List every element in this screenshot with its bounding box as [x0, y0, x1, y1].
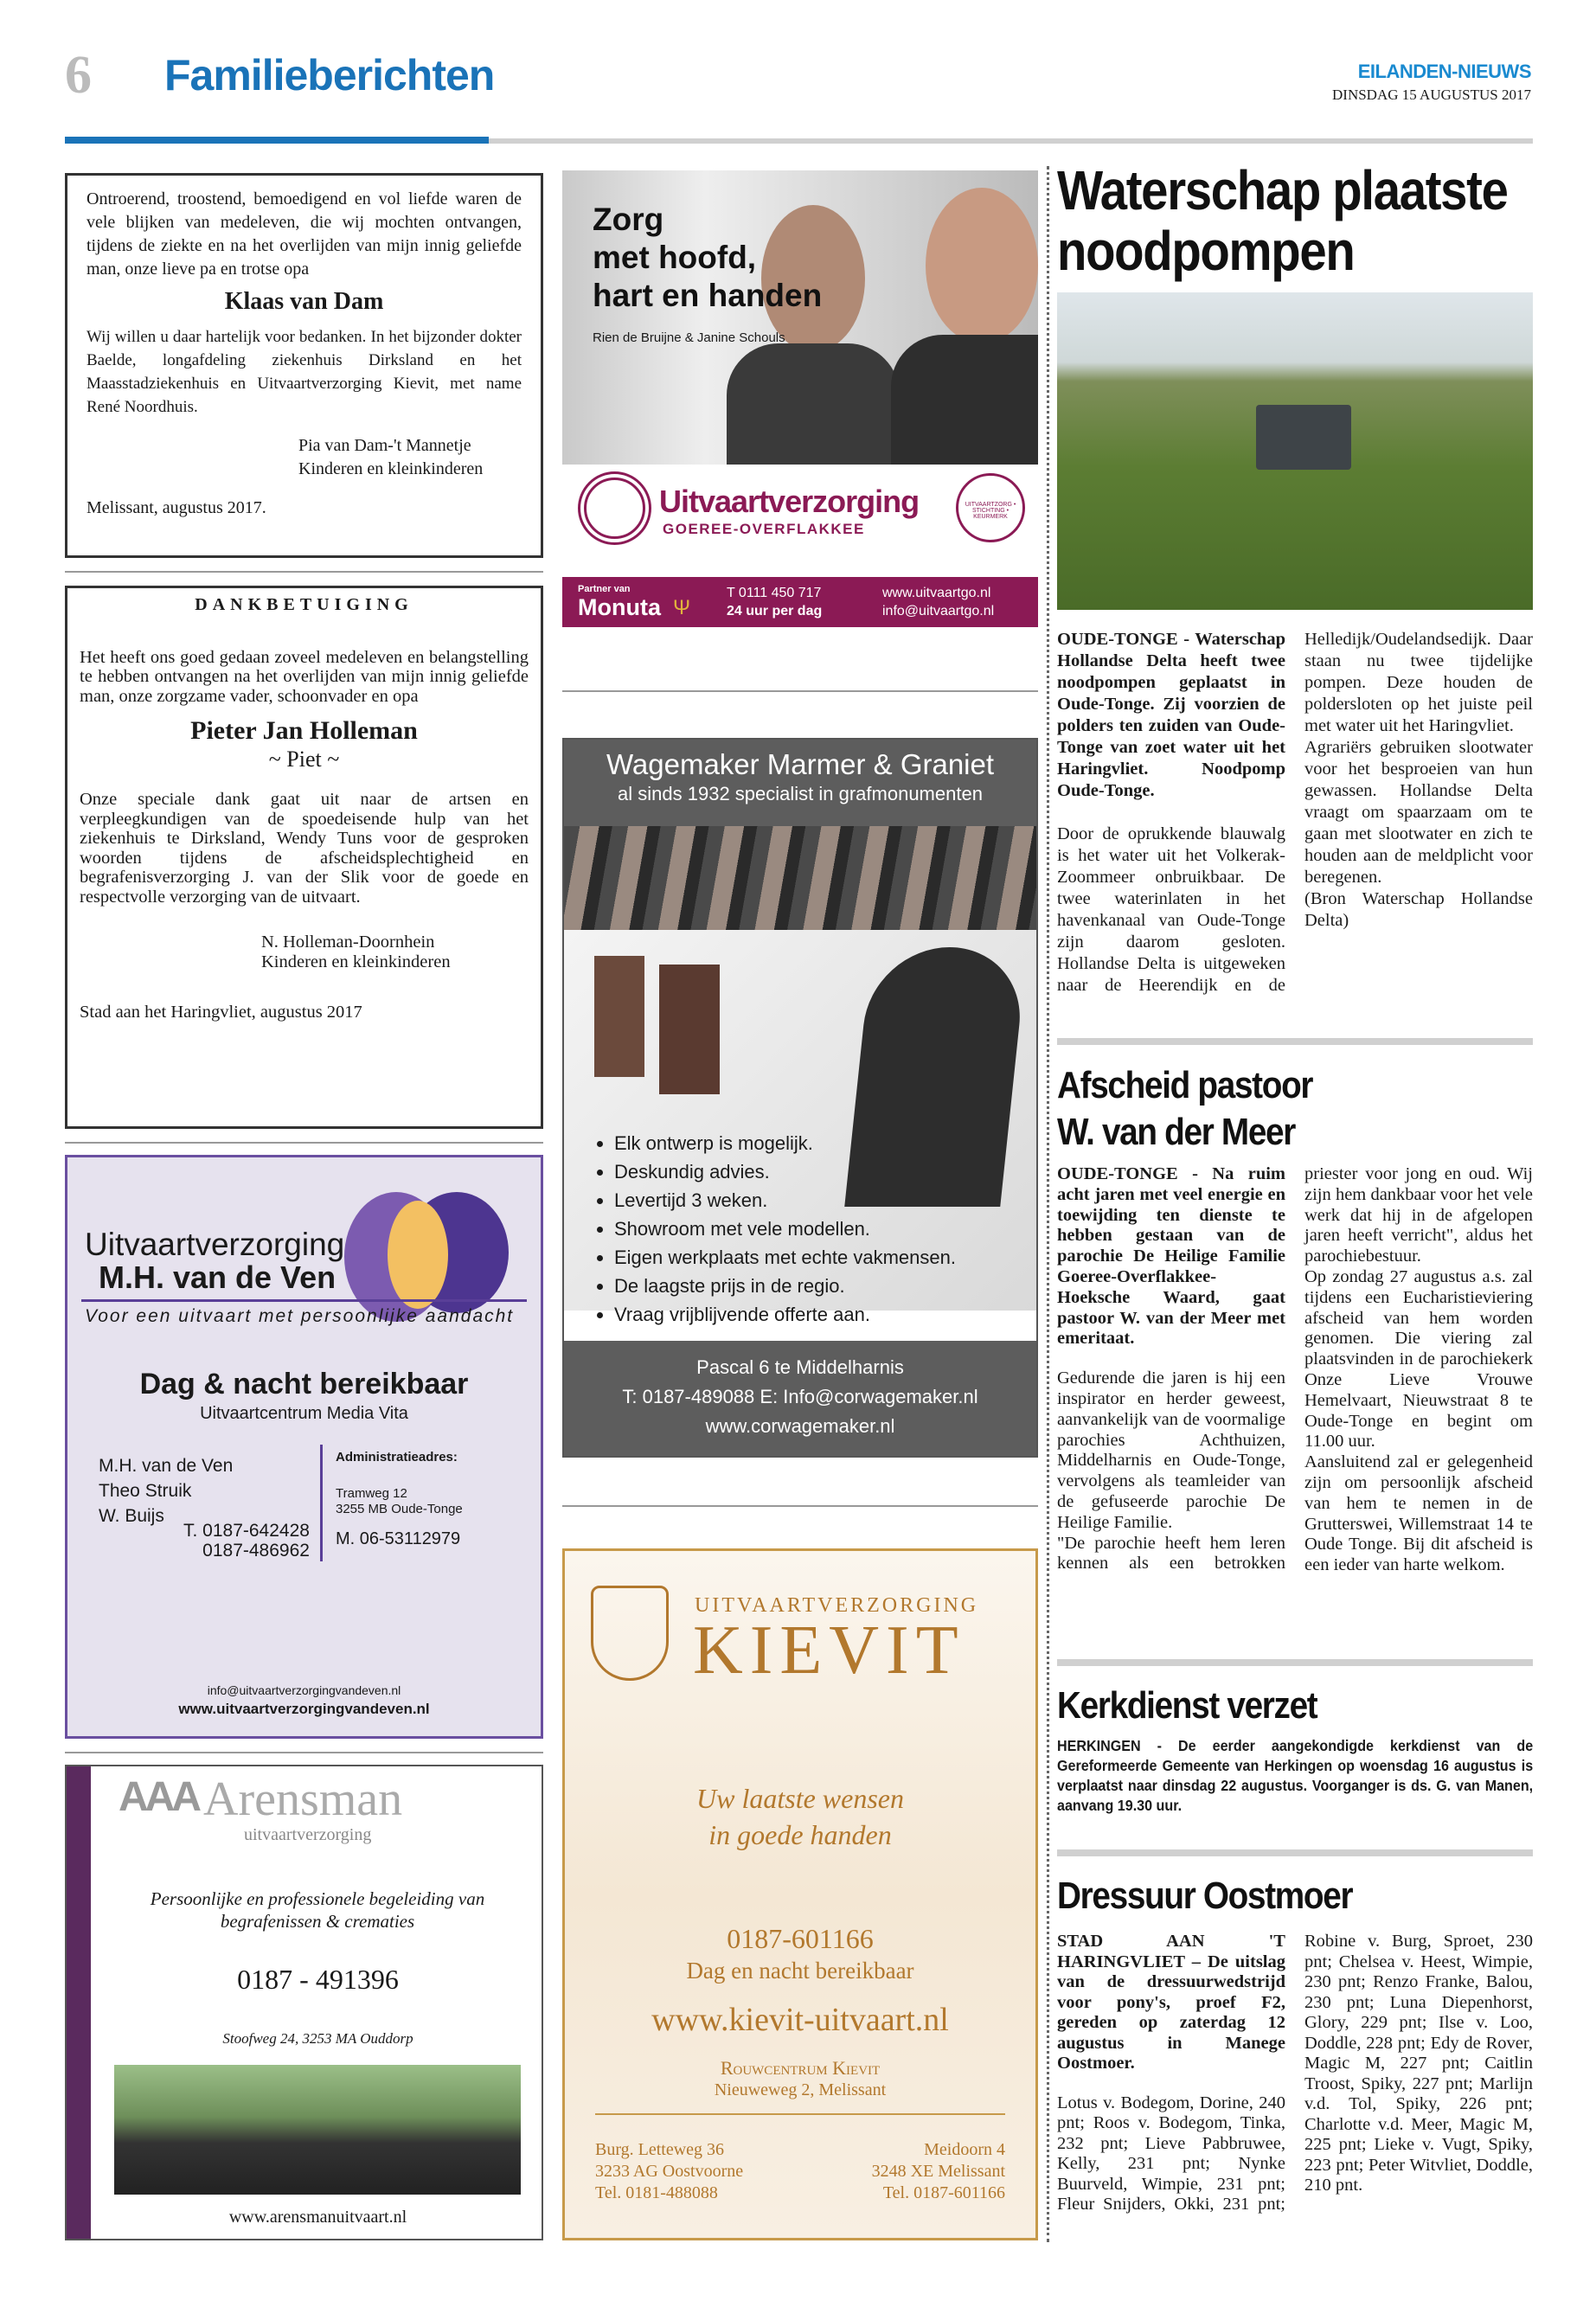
address-melissant [872, 2139, 1005, 2204]
ad-banner [564, 740, 1036, 826]
ad-wagemaker [562, 738, 1038, 1458]
notice-title: DANKBETUIGING [195, 595, 413, 614]
ad-headline: met hoofd, [593, 240, 757, 275]
article-paragraph: "De parochie heeft hem leren kennen als een betrokken priester voor jong en oud. Wij zijn hem dankbaar voor het vele werk dat hij in de afgelopen jaren heeft verricht", aldus het parochiebestuur. [1057, 1164, 1533, 1574]
article-body [1057, 1164, 1533, 1576]
fingerprint-heart-icon [578, 471, 651, 545]
website-link[interactable]: www.uitvaartverzorgingvandeven.nl [178, 1701, 430, 1717]
feature-item: • De laagste prijs in de regio. [614, 1272, 956, 1300]
deceased-name: Pieter Jan Holleman [190, 716, 418, 745]
city: 3255 MB Oude-Tonge [336, 1502, 463, 1516]
article-headline: Kerkdienst verzet [1057, 1684, 1317, 1727]
keurmerk-seal-icon [956, 473, 1025, 542]
showroom-photo [564, 826, 1036, 930]
email-link[interactable]: info@uitvaartgo.nl [882, 604, 995, 619]
address-oostvoorne [595, 2139, 743, 2204]
notice-place-date: Stad aan het Haringvliet, augustus 2017 [80, 1003, 362, 1022]
ad-kievit [562, 1548, 1038, 2240]
centre-name: Rouwcentrum Kievit [720, 2057, 881, 2079]
staff-name: Theo Struik [99, 1481, 192, 1501]
thank-you-notice-van-dam [65, 173, 543, 558]
availability: Dag en nacht bereikbaar [686, 1958, 914, 1984]
mobile: M. 06-53112979 [336, 1529, 461, 1548]
ad-heading: Dag & nacht bereikbaar [139, 1368, 469, 1400]
article-paragraph: Agrariërs gebruiken slootwater voor het besproeien van hun gewassen. Hollandse Delta vraagt om spaarzaam om te gaan met slootwater en zich te houden aan de meldplicht voor beregenen. [1304, 738, 1533, 887]
ad-brand-sub: uitvaartverzorging [244, 1825, 372, 1844]
divider [320, 1445, 323, 1561]
staff-name: M.H. van de Ven [99, 1456, 234, 1476]
divider [81, 1299, 527, 1302]
divider [562, 1505, 1038, 1507]
article-source: (Bron Waterschap Hollandse Delta) [1304, 889, 1533, 930]
website-link[interactable]: www.uitvaartgo.nl [882, 586, 991, 600]
person-photo [926, 188, 1038, 343]
headline-line: Afscheid pastoor [1057, 1064, 1313, 1106]
section-bar [65, 137, 489, 144]
issue-date: DINSDAG 15 AUGUSTUS 2017 [1332, 87, 1531, 103]
feature-item: • Eigen werkplaats met echte vakmensen. [614, 1243, 956, 1272]
phone: 0187-486962 [202, 1541, 310, 1561]
notice-body: Wij willen u daar hartelijk voor bedanken. In het bijzonder dokter Baelde, longafdeling ziekenhuis Dirksland en het Maasstadziekenhuis en Uitvaartverzorging Kievit, met name René Noordhuis. [87, 328, 522, 416]
seal-text: UITVAARTZORG • STICHTING • KEURMERK [965, 502, 1016, 520]
phone: 0187 - 491396 [237, 1964, 399, 1995]
ad-brand-top: UITVAARTVERZORGING [695, 1594, 979, 1617]
ad-uitvaart-go [562, 170, 1038, 627]
column-separator [1047, 166, 1049, 2242]
article-headline [1057, 1062, 1529, 1156]
address-line: Burg. Letteweg 36 [595, 2140, 725, 2159]
ad-headline: hart en handen [593, 278, 823, 313]
staff-list [99, 1453, 233, 1529]
slogan-line: Uw laatste wensen [696, 1783, 904, 1814]
ad-headline: Zorg [593, 202, 664, 237]
headstone-photo [594, 956, 644, 1077]
article-headline: Dressuur Oostmoer [1057, 1875, 1353, 1917]
address-line: Tel. 0187-601166 [882, 2183, 1005, 2202]
ad-brand: Uitvaartverzorging [659, 484, 920, 519]
article-lead: OUDE-TONGE - Na ruim acht jaren met veel energie en toewijding ten dienste te hebben gestaan van de parochie De Heilige Familie Goeree-Overflakkee-Hoeksche Waard, gaat pastoor W. van der Meer met emeritaat. [1057, 1164, 1285, 1349]
crest-icon [591, 1586, 669, 1681]
divider [65, 1752, 543, 1753]
article-paragraph: Aansluitend zal er gelegenheid zijn om persoonlijk afscheid van hem te nemen in de Grutterswei, Willemstraat 14 te Oude Tonge. Bij dit afscheid is een ieder van harte welkom. [1304, 1452, 1533, 1575]
ad-van-de-ven [65, 1155, 543, 1739]
address: Pascal 6 te Middelharnis [696, 1356, 904, 1378]
feature-item: • Levertijd 3 weken. [614, 1186, 956, 1215]
divider [562, 690, 1038, 692]
article-paragraph: Door de oprukkende blauwalg is het water uit het Volkerak-Zoommeer onbruikbaar. De twee waterinlaten in het havenkanaal van Oude-Tonge zijn daarom gesloten. Hollandse Delta is uitgeweken naar de Heerendijk en de Helledijk/Oudelandsedijk. Daar staan nu twee tijdelijke pompen. Deze houden de poldersloten op het juiste peil met water uit het Haringvliet. [1057, 630, 1533, 995]
address: Stoofweg 24, 3253 MA Ouddorp [222, 2030, 413, 2047]
ad-contact-bar [564, 1341, 1036, 1458]
phone: T 0111 450 717 [727, 586, 822, 600]
headline-line: W. van der Meer [1057, 1111, 1296, 1153]
article-body [1057, 1932, 1533, 2215]
article-noodpompen [1057, 160, 1533, 997]
phone-numbers [183, 1521, 310, 1561]
phone: 0187-601166 [727, 1923, 874, 1954]
section-rule [1057, 1849, 1533, 1856]
slogan-line: in goede handen [708, 1819, 892, 1850]
ad-brand-sub: GOEREE-OVERFLAKKEE [663, 521, 865, 537]
person-photo [727, 343, 900, 465]
address-line: 3233 AG Oostvoorne [595, 2162, 744, 2181]
ad-contact-bar [562, 577, 1038, 627]
contact: T: 0187-489088 E: Info@corwagemaker.nl [622, 1386, 978, 1407]
ad-brand: Uitvaartverzorging [85, 1227, 345, 1262]
website-link[interactable]: www.arensmanuitvaart.nl [228, 2208, 407, 2227]
article-headline: Waterschap plaatste noodpompen [1057, 159, 1508, 282]
deceased-name: Klaas van Dam [224, 288, 384, 315]
partner-label: Partner van [578, 584, 631, 594]
feature-list [597, 1129, 956, 1329]
signature: Kinderen en kleinkinderen [261, 952, 451, 971]
deceased-nickname: ~ Piet ~ [268, 746, 340, 772]
website-link[interactable]: www.kievit-uitvaart.nl [651, 2002, 949, 2038]
street: Tramweg 12 [336, 1486, 407, 1501]
address-line: 3248 XE Melissant [871, 2162, 1005, 2181]
newspaper-logo: EILANDEN-NIEUWS [1357, 61, 1531, 82]
email-link[interactable]: info@uitvaartverzorgingvandeven.nl [207, 1683, 401, 1697]
page-number: 6 [65, 46, 92, 105]
results-list: Lotus v. Bodegom, Dorine, 240 pnt; Roos v. Bodegom, Tinka, 232 pnt; Lieve Pabbruwee, Kelly, 231 pnt; Nynke Buurveld, Wimpie, 231 pnt; Fleur Snijders, Okki, 231 pnt; Robine v. Burg, Sproet, 230 pnt; Chelsea v. Heest, Wimpie, 230 pnt; Renzo Franke, Balou, 230 pnt; Luna Diepenhorst, Glory, 229 pnt; Ilse v. Loo, Doddle, 228 pnt; Edy de Rover, Magic M, 227 pnt; Caitlin Troost, Spiky, 227 pnt; Marlijn v.d. Tol, Spiky, 226 pnt; Charlotte v.d. Meer, Magic M, 225 pnt; Lieke v. Vugt, Spiky, 223 pnt; Peter Witvliet, Doddle, 210 pnt. [1057, 1932, 1533, 2214]
divider [65, 571, 543, 573]
feature-item: • Showroom met vele modellen. [614, 1215, 956, 1243]
article-body [1057, 629, 1533, 997]
staff-name: W. Buijs [99, 1506, 164, 1526]
header-rule [489, 138, 1533, 144]
ad-subheading: Uitvaartcentrum Media Vita [200, 1404, 408, 1423]
article-lead: OUDE-TONGE - Waterschap Hollandse Delta heeft twee noodpompen geplaatst in Oude-Tonge. Zij voorzien de polders ten zuiden van Oude-Tonge van zoet water uit het Haringvliet. Noodpomp Oude-Tonge. [1057, 630, 1285, 800]
website-link[interactable]: www.corwagemaker.nl [705, 1415, 895, 1437]
ad-tagline: Voor een uitvaart met persoonlijke aandacht [85, 1306, 515, 1326]
notice-intro: Het heeft ons goed gedaan zoveel medeleven en belangstelling te hebben ontvangen na het overlijden van mijn innig geliefde man, onze zorgzame vader, schoonvader en opa [80, 647, 529, 706]
section-rule [1057, 1038, 1533, 1045]
partner-logo: Monuta [578, 594, 661, 620]
monuta-figure-icon: Ψ [673, 596, 691, 619]
divider [65, 1142, 543, 1144]
ad-brand: Arensman [203, 1772, 403, 1826]
admin-label: Administratieadres: [336, 1450, 458, 1465]
article-paragraph: Gedurende die jaren is hij een inspirator en herder geweest, aanvankelijk van de voormalige parochies Achthuizen, Middelharnis en Oude-Tonge, vervolgens als teamleider van de gefuseerde parochie De Heilige Familie. [1057, 1368, 1285, 1532]
thank-you-notice-holleman [65, 586, 543, 1129]
ad-arensman [65, 1765, 543, 2240]
ad-people: Rien de Bruijne & Janine Schouls [593, 330, 785, 345]
notice-intro: Ontroerend, troostend, bemoedigend en vol liefde waren de vele blijken van medeleven, die wij mochten ontvangen, tijdens de ziekte en na het overlijden van mijn innig geliefde man, onze lieve pa en trotse opa [87, 189, 522, 279]
logo-leaf-icon [388, 1201, 448, 1309]
ad-slogan [565, 1780, 1035, 1853]
article-dressuur [1057, 1873, 1533, 2215]
person-photo [891, 335, 1038, 465]
divider [595, 2113, 1005, 2115]
ad-side-stripe [67, 1766, 91, 2239]
pump-photo-detail [1256, 405, 1351, 470]
signature: Pia van Dam-'t Mannetje [298, 436, 471, 455]
phone: T. 0187-642428 [183, 1521, 310, 1541]
section-title: Familieberichten [164, 51, 495, 99]
signature: Kinderen en kleinkinderen [298, 459, 484, 478]
ad-subtitle: al sinds 1932 specialist in grafmonumenten [618, 783, 983, 804]
feature-item: • Vraag vrijblijvende offerte aan. [614, 1300, 956, 1329]
notice-place-date: Melissant, augustus 2017. [87, 498, 266, 517]
article-lead: STAD AAN 'T HARINGVLIET – De uitslag van de dressuurwedstrijd voor pony's, proef F2, gereden op zaterdag 12 augustus in Manege Oostmoer. [1057, 1932, 1285, 2073]
article-paragraph: Op zondag 27 augustus a.s. zal tijdens een Eucharistieviering afscheid van hem worden genomen. Die viering zal plaatsvinden in de parochiekerk Onze Lieve Vrouwe Hemelvaart, Nieuwstraat 8 te Oude-Tonge en begint om 11.00 uur. [1304, 1266, 1533, 1452]
admin-address [336, 1486, 463, 1517]
ad-brand: KIEVIT [693, 1612, 965, 1689]
hearse-photo [114, 2065, 521, 2195]
address-line: Meidoorn 4 [924, 2140, 1005, 2159]
headstone-photo [659, 965, 720, 1094]
article-body: HERKINGEN - De eerder aangekondigde kerkdienst van de Gereformeerde Gemeente van Herkingen op woensdag 16 augustus is verplaatst naar dinsdag 22 augustus. Voorganger is ds. G. van Manen, aanvang 19.30 uur. [1057, 1737, 1534, 1814]
signature: N. Holleman-Doornhein [261, 933, 435, 952]
centre-address: Nieuweweg 2, Melissant [714, 2080, 887, 2099]
section-rule [1057, 1659, 1533, 1666]
ad-tagline: Persoonlijke en professionele begeleiding van begrafenissen & crematies [150, 1888, 485, 1932]
notice-body: Onze speciale dank gaat uit naar de artsen en verpleegkundigen van de spoedeisende hulp van het ziekenhuis te Dirksland, Wendy Tuns voor de gesproken woorden tijdens de afscheidsplechtigheid en begrafenisverzorging J. van der Slik voor de goede en respectvolle verzorging van de uitvaart. [80, 790, 529, 907]
hours: 24 uur per dag [727, 604, 823, 619]
article-kerkdienst [1057, 1682, 1533, 1816]
feature-item: • Elk ontwerp is mogelijk. [614, 1129, 956, 1157]
ad-brand-name: M.H. van de Ven [99, 1259, 337, 1295]
feature-item: • Deskundig advies. [614, 1157, 956, 1186]
ad-title: Wagemaker Marmer & Graniet [606, 748, 995, 780]
article-afscheid-pastoor [1057, 1062, 1533, 1576]
pump-photo [1057, 292, 1533, 610]
address-line: Tel. 0181-488088 [595, 2183, 718, 2202]
arensman-logo-mark: AAA [119, 1774, 198, 1820]
